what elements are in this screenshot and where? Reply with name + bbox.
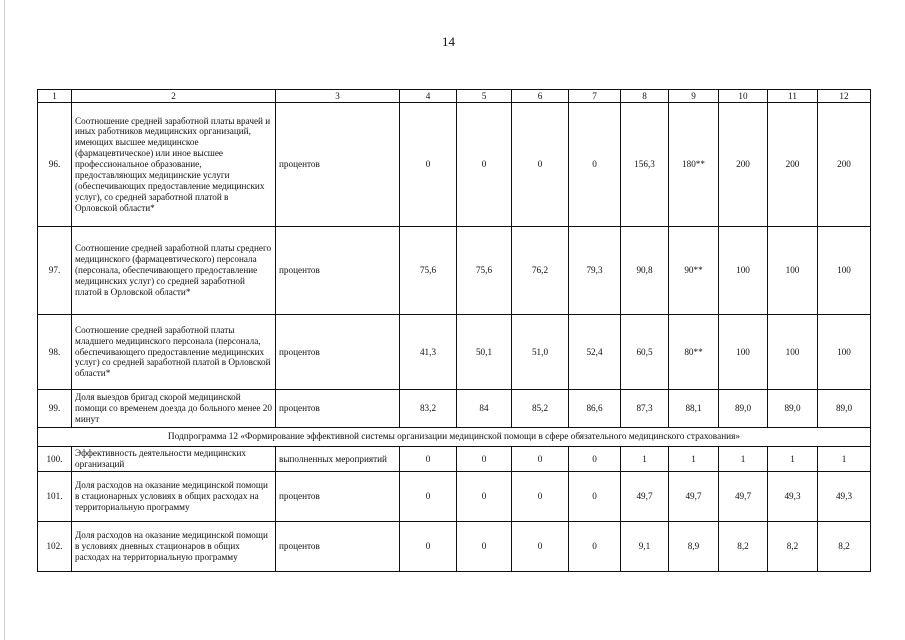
value-cell: 100: [768, 315, 818, 390]
value-cell: 1: [621, 447, 669, 472]
value-cell: 80**: [669, 315, 719, 390]
col-header: 3: [276, 90, 400, 103]
value-cell: 0: [512, 103, 569, 227]
unit: процентов: [276, 472, 400, 522]
value-cell: 8,2: [818, 522, 871, 572]
value-cell: 100: [719, 315, 768, 390]
row-number: 100.: [38, 447, 72, 472]
value-cell: 8,9: [669, 522, 719, 572]
row-number: 102.: [38, 522, 72, 572]
value-cell: 84: [457, 390, 512, 428]
value-cell: 0: [512, 472, 569, 522]
table-row: [38, 522, 871, 572]
value-cell: 79,3: [569, 227, 621, 315]
col-header: 1: [38, 90, 72, 103]
row-number: 99.: [38, 390, 72, 428]
value-cell: 90,8: [621, 227, 669, 315]
col-header: 11: [768, 90, 818, 103]
value-cell: 75,6: [400, 227, 457, 315]
col-header: 6: [512, 90, 569, 103]
value-cell: 49,7: [669, 472, 719, 522]
table-row: [38, 315, 871, 390]
value-cell: 89,0: [818, 390, 871, 428]
indicator-name: Соотношение средней заработной платы среднего медицинского (фармацевтического) персонала (персонала, обеспечивающего предоставление медицинских услуг) со средней заработной платой в Орловской области*: [72, 227, 276, 315]
value-cell: 0: [569, 472, 621, 522]
value-cell: 41,3: [400, 315, 457, 390]
indicators-table: [37, 89, 871, 572]
value-cell: 100: [768, 227, 818, 315]
col-header: 9: [669, 90, 719, 103]
row-number: 97.: [38, 227, 72, 315]
column-number-row: [38, 90, 871, 103]
value-cell: 49,7: [719, 472, 768, 522]
value-cell: 86,6: [569, 390, 621, 428]
value-cell: 1: [669, 447, 719, 472]
value-cell: 0: [457, 447, 512, 472]
unit: выполненных мероприятий: [276, 447, 400, 472]
col-header: 4: [400, 90, 457, 103]
value-cell: 87,3: [621, 390, 669, 428]
value-cell: 90**: [669, 227, 719, 315]
value-cell: 89,0: [719, 390, 768, 428]
value-cell: 180**: [669, 103, 719, 227]
value-cell: 1: [719, 447, 768, 472]
table-row: [38, 447, 871, 472]
value-cell: 9,1: [621, 522, 669, 572]
value-cell: 200: [719, 103, 768, 227]
col-header: 5: [457, 90, 512, 103]
value-cell: 49,7: [621, 472, 669, 522]
value-cell: 8,2: [768, 522, 818, 572]
page-edge-line: [4, 0, 5, 640]
unit: процентов: [276, 103, 400, 227]
col-header: 12: [818, 90, 871, 103]
value-cell: 0: [457, 472, 512, 522]
table-row: [38, 390, 871, 428]
col-header: 8: [621, 90, 669, 103]
value-cell: 49,3: [768, 472, 818, 522]
table-row: [38, 227, 871, 315]
value-cell: 100: [818, 227, 871, 315]
unit: процентов: [276, 390, 400, 428]
indicator-name: Доля выездов бригад скорой медицинской помощи со временем доезда до больного менее 20 минут: [72, 390, 276, 428]
col-header: 2: [72, 90, 276, 103]
unit: процентов: [276, 315, 400, 390]
value-cell: 50,1: [457, 315, 512, 390]
value-cell: 0: [512, 447, 569, 472]
indicator-name: Доля расходов на оказание медицинской помощи в стационарных условиях в общих расходах на территориальную программу: [72, 472, 276, 522]
value-cell: 200: [818, 103, 871, 227]
row-number: 96.: [38, 103, 72, 227]
value-cell: 0: [512, 522, 569, 572]
value-cell: 85,2: [512, 390, 569, 428]
value-cell: 0: [400, 472, 457, 522]
subprogram-title: Подпрограмма 12 «Формирование эффективной системы организации медицинской помощи в сфере обязательного медицинского страхования»: [38, 428, 871, 447]
table-row: [38, 103, 871, 227]
indicator-name: Доля расходов на оказание медицинской помощи в условиях дневных стационаров в общих расходах на территориальную программу: [72, 522, 276, 572]
value-cell: 0: [569, 447, 621, 472]
value-cell: 1: [768, 447, 818, 472]
indicator-name: Соотношение средней заработной платы врачей и иных работников медицинских организаций, имеющих высшее медицинское (фармацевтическое) или иное высшее профессиональное образование, предоставляющих медицинские услуги (обеспечивающих предоставление медицинских услуг), со средней заработной платой в Орловской области*: [72, 103, 276, 227]
indicator-name: Эффективность деятельности медицинских организаций: [72, 447, 276, 472]
value-cell: 83,2: [400, 390, 457, 428]
value-cell: 0: [569, 522, 621, 572]
value-cell: 100: [719, 227, 768, 315]
value-cell: 88,1: [669, 390, 719, 428]
indicator-name: Соотношение средней заработной платы младшего медицинского персонала (персонала, обеспечивающего предоставление медицинских услуг) со средней заработной платой в Орловской области*: [72, 315, 276, 390]
value-cell: 100: [818, 315, 871, 390]
row-number: 98.: [38, 315, 72, 390]
value-cell: 156,3: [621, 103, 669, 227]
value-cell: 52,4: [569, 315, 621, 390]
value-cell: 75,6: [457, 227, 512, 315]
value-cell: 51,0: [512, 315, 569, 390]
row-number: 101.: [38, 472, 72, 522]
value-cell: 0: [457, 522, 512, 572]
value-cell: 0: [400, 447, 457, 472]
value-cell: 60,5: [621, 315, 669, 390]
value-cell: 89,0: [768, 390, 818, 428]
col-header: 7: [569, 90, 621, 103]
col-header: 10: [719, 90, 768, 103]
value-cell: 0: [400, 522, 457, 572]
page-number: 14: [442, 34, 455, 49]
value-cell: 76,2: [512, 227, 569, 315]
value-cell: 1: [818, 447, 871, 472]
value-cell: 49,3: [818, 472, 871, 522]
value-cell: 0: [400, 103, 457, 227]
subprogram-row: [38, 428, 871, 447]
table-row: [38, 472, 871, 522]
value-cell: 8,2: [719, 522, 768, 572]
unit: процентов: [276, 522, 400, 572]
unit: процентов: [276, 227, 400, 315]
value-cell: 200: [768, 103, 818, 227]
value-cell: 0: [457, 103, 512, 227]
value-cell: 0: [569, 103, 621, 227]
